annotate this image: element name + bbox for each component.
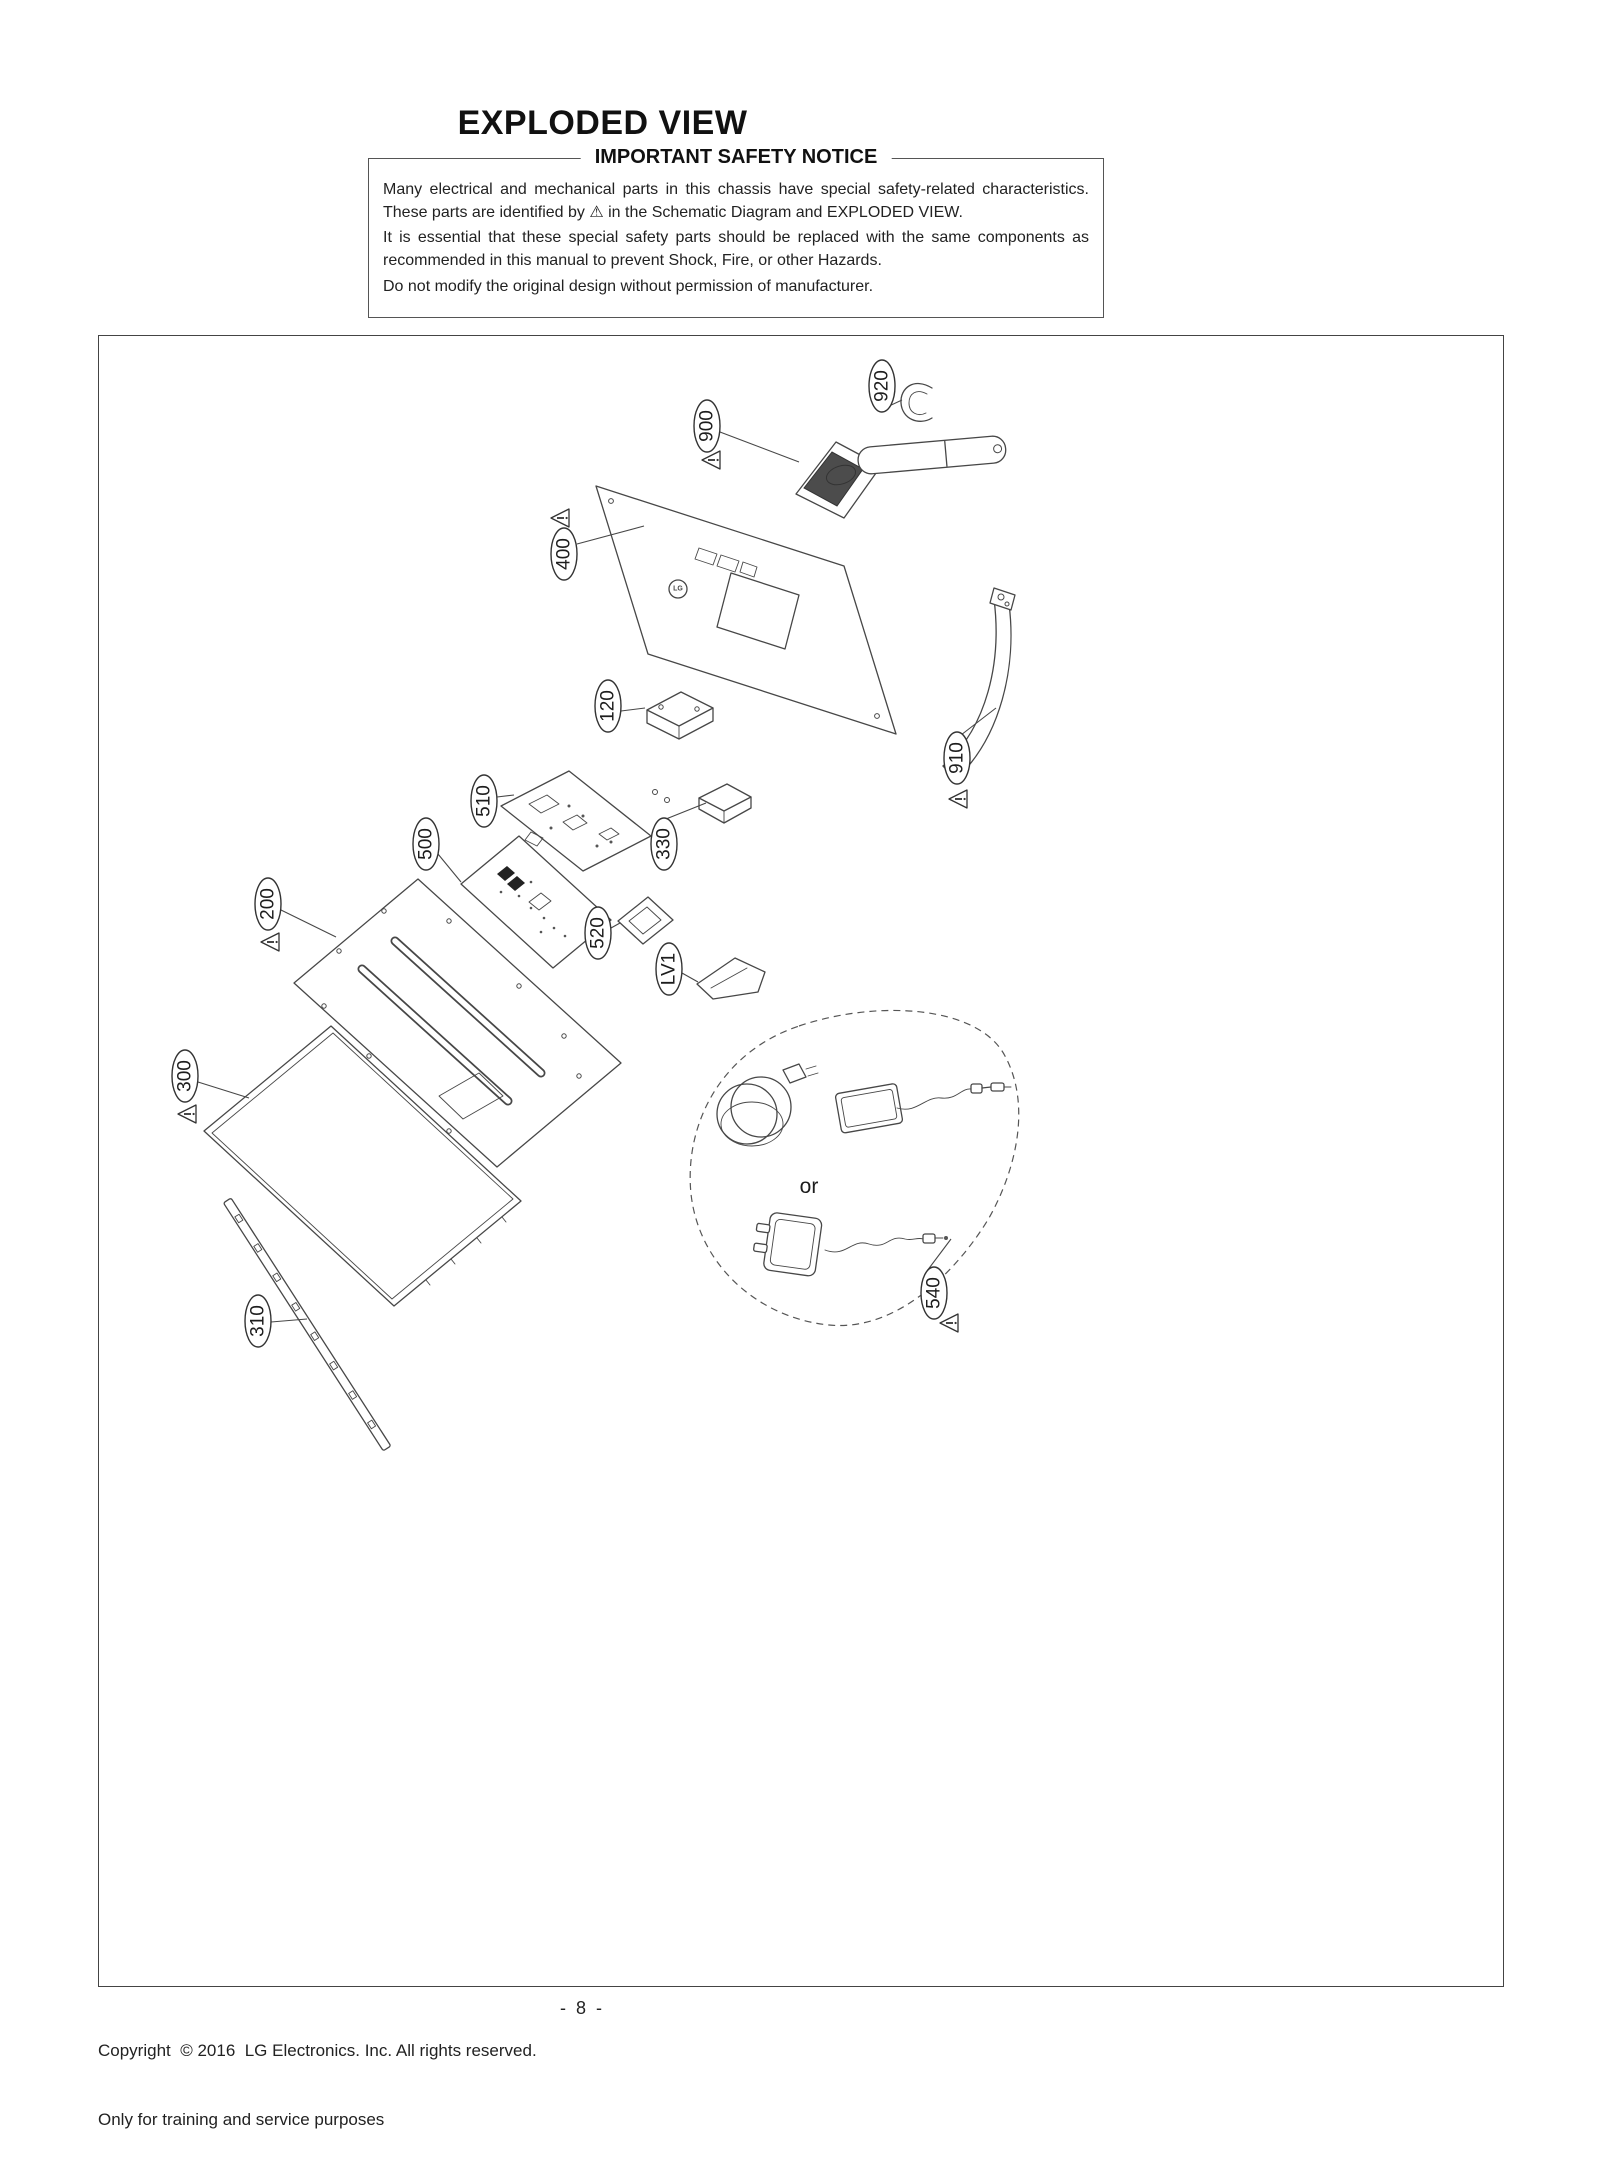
power-cord-drawing bbox=[717, 1064, 818, 1146]
callout-label: 120 bbox=[597, 690, 619, 722]
board-520-drawing bbox=[618, 897, 673, 944]
callout-label: 900 bbox=[696, 410, 718, 442]
leader-line bbox=[927, 1239, 951, 1271]
warning-triangle-icon bbox=[261, 933, 279, 951]
callout-label: 910 bbox=[946, 742, 968, 774]
exploded-view-svg bbox=[99, 336, 1503, 1986]
callout-500 bbox=[413, 818, 461, 882]
safety-notice-paragraph: Many electrical and mechanical parts in this chassis have special safety-related characteristics. These parts are identified by ⚠ in the Schematic Diagram and EXPLODED VIEW. bbox=[383, 181, 1089, 221]
accessories-dashed-outline bbox=[690, 1010, 1019, 1325]
safety-notice-paragraph: It is essential that these special safety parts should be replaced with the same components as recommended in this manual to prevent Shock, Fire, or other Hazards. bbox=[383, 229, 1089, 270]
warning-triangle-icon bbox=[178, 1105, 196, 1123]
warning-triangle-icon bbox=[940, 1314, 958, 1332]
callout-330 bbox=[651, 803, 706, 870]
leader-line bbox=[438, 854, 461, 882]
callout-200 bbox=[255, 878, 336, 951]
copyright-line: Copyright © 2016 LG Electronics. Inc. All rights reserved. bbox=[98, 2040, 537, 2060]
wall-plug-drawing bbox=[751, 1210, 948, 1276]
leader-line bbox=[666, 803, 706, 819]
safety-notice-heading: IMPORTANT SAFETY NOTICE bbox=[581, 146, 892, 169]
callout-label: 300 bbox=[174, 1060, 196, 1092]
callout-label: LV1 bbox=[658, 952, 680, 986]
lg-logo: LG bbox=[673, 585, 683, 593]
callout-540 bbox=[921, 1239, 958, 1332]
safety-notice-box bbox=[368, 146, 1104, 318]
leader-line bbox=[621, 708, 645, 711]
bracket-330-drawing bbox=[653, 784, 752, 823]
callout-120 bbox=[595, 680, 645, 732]
leader-line bbox=[198, 1082, 249, 1098]
clip-920-drawing bbox=[901, 384, 932, 422]
callout-920 bbox=[869, 360, 902, 412]
accessories-540-drawing bbox=[690, 1010, 1019, 1325]
footer-copyright bbox=[98, 1994, 537, 2178]
leader-line bbox=[720, 432, 799, 462]
warning-triangle-icon bbox=[702, 451, 720, 469]
leader-line bbox=[497, 795, 514, 797]
stand-hinge-900-drawing bbox=[796, 435, 1007, 518]
callout-lv1 bbox=[656, 943, 698, 995]
bracket-120-drawing bbox=[647, 692, 713, 739]
callout-label: 500 bbox=[415, 828, 437, 860]
callout-510 bbox=[471, 775, 514, 827]
warning-triangle-icon bbox=[949, 790, 967, 808]
callout-900 bbox=[694, 400, 799, 469]
callout-520 bbox=[585, 907, 620, 959]
leader-line bbox=[611, 923, 620, 928]
leader-line bbox=[682, 973, 698, 982]
callout-label: 520 bbox=[587, 917, 609, 949]
warning-triangle-icon bbox=[551, 509, 569, 527]
leader-line bbox=[281, 910, 336, 937]
callout-label: 330 bbox=[653, 828, 675, 860]
callout-label: 540 bbox=[923, 1277, 945, 1309]
rear-cover-400-drawing bbox=[596, 486, 896, 734]
exploded-view-diagram bbox=[98, 335, 1504, 1987]
or-label: or bbox=[799, 1175, 819, 1198]
lvds-cable-drawing bbox=[697, 958, 765, 999]
training-line: Only for training and service purposes bbox=[98, 2109, 385, 2129]
callout-label: 200 bbox=[257, 888, 279, 920]
callout-label: 310 bbox=[247, 1305, 269, 1337]
callout-label: 400 bbox=[553, 538, 575, 570]
page-title: EXPLODED VIEW bbox=[457, 104, 748, 142]
callout-label: 920 bbox=[871, 370, 893, 402]
page-number: - 8 - bbox=[560, 1998, 603, 2018]
callout-910 bbox=[944, 708, 996, 808]
callout-label: 510 bbox=[473, 785, 495, 817]
safety-notice-paragraph: Do not modify the original design without permission of manufacturer. bbox=[383, 277, 874, 295]
ac-adapter-drawing bbox=[835, 1083, 1011, 1133]
